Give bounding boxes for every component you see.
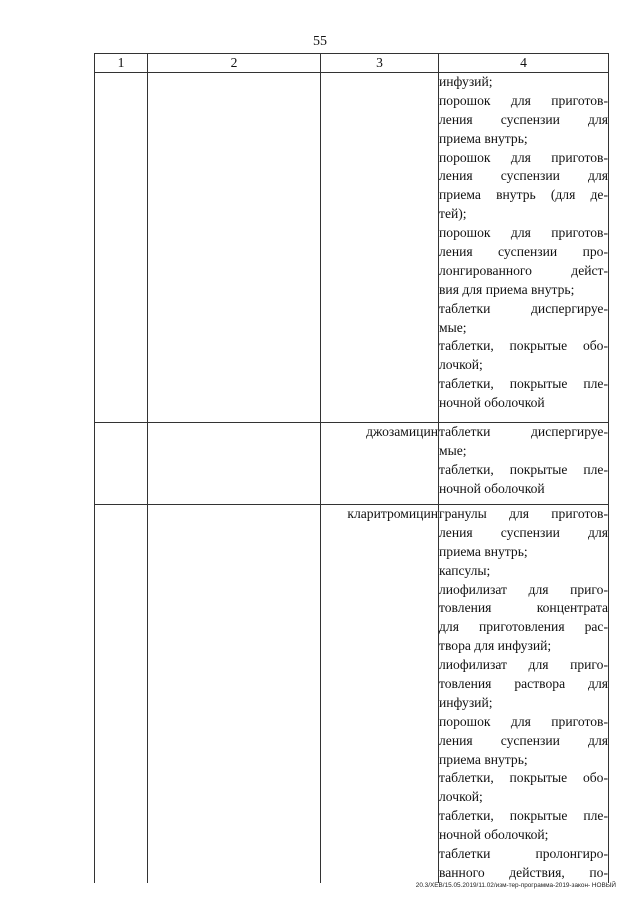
dosage-form-line: таблетки, покрытые пле- <box>439 461 608 477</box>
dosage-form-line: мые; <box>439 442 467 458</box>
table-header-row <box>95 54 609 73</box>
dosage-form-line: таблетки, покрытые пле- <box>439 376 608 392</box>
dosage-form-line: приема внутрь; <box>439 751 528 767</box>
dosage-form-line: ления суспензии про- <box>439 244 608 260</box>
dosage-form-line: лиофилизат для приго- <box>439 657 608 673</box>
code-cell <box>95 423 148 505</box>
group-cell <box>148 73 321 423</box>
dosage-form-line: капсулы; <box>439 562 491 578</box>
code-cell <box>95 505 148 883</box>
column-header-2: 2 <box>148 54 321 73</box>
dosage-form-line: порошок для приготов- <box>439 225 608 241</box>
dosage-form-line: порошок для приготов- <box>439 713 608 729</box>
dosage-form-line: ления суспензии для <box>439 524 608 540</box>
document-footer-note: 20.3/ХЕВ/15.05.2019/11.02/изм-тер-программа-2019-закон- НОВЫЙ <box>415 882 616 889</box>
drug-table <box>94 53 609 883</box>
dosage-form-line: таблетки пролонгиро- <box>439 846 608 862</box>
group-cell <box>148 505 321 883</box>
dosage-form-line: тей); <box>439 206 467 222</box>
page-number: 55 <box>313 34 327 49</box>
dosage-form-line: гранулы для приготов- <box>439 506 608 521</box>
dosage-forms-cell <box>439 505 609 883</box>
dosage-form-line: таблетки, покрытые обо- <box>439 338 608 354</box>
dosage-forms-cell <box>439 73 609 423</box>
drug-name-cell: джозамицин <box>321 423 439 505</box>
group-cell <box>148 423 321 505</box>
table-row <box>95 423 609 505</box>
code-cell <box>95 73 148 423</box>
dosage-form-line: ночной оболочкой; <box>439 827 549 843</box>
dosage-form-line: таблетки, покрытые обо- <box>439 770 608 786</box>
dosage-form-line: для приготовления рас- <box>439 619 608 635</box>
table-row <box>95 73 609 423</box>
dosage-form-line: мые; <box>439 319 467 335</box>
dosage-form-line: ванного действия, по- <box>439 864 608 880</box>
column-header-3: 3 <box>321 54 439 73</box>
dosage-form-line: лонгированного дейст- <box>439 262 608 278</box>
table-row <box>95 505 609 883</box>
dosage-form-line: ночной оболочкой <box>439 480 545 496</box>
dosage-form-line: товления раствора для <box>439 676 608 692</box>
dosage-form-line: приема внутрь; <box>439 130 528 146</box>
dosage-form-line: товления концентрата <box>439 600 608 616</box>
drug-name-cell <box>321 73 439 423</box>
dosage-form-line: инфузий; <box>439 694 493 710</box>
dosage-form-line: порошок для приготов- <box>439 149 608 165</box>
dosage-form-line: ления суспензии для <box>439 168 608 184</box>
dosage-form-line: лочкой; <box>439 357 483 373</box>
dosage-form-line: таблетки диспергируе- <box>439 424 608 439</box>
column-header-1: 1 <box>95 54 148 73</box>
dosage-form-line: лиофилизат для приго- <box>439 581 608 597</box>
dosage-form-line: таблетки диспергируе- <box>439 300 608 316</box>
dosage-form-line: лочкой; <box>439 789 483 805</box>
dosage-form-line: приема внутрь; <box>439 543 528 559</box>
dosage-form-line: таблетки, покрытые пле- <box>439 808 608 824</box>
drug-name-cell: кларитромицин <box>321 505 439 883</box>
dosage-form-line: порошок для приготов- <box>439 92 608 108</box>
dosage-form-line: ления суспензии для <box>439 111 608 127</box>
dosage-form-line: вия для приема внутрь; <box>439 281 575 297</box>
dosage-form-line: приема внутрь (для де- <box>439 187 608 203</box>
dosage-forms-cell <box>439 423 609 505</box>
column-header-4: 4 <box>439 54 609 73</box>
dosage-form-line: ления суспензии для <box>439 732 608 748</box>
dosage-form-line: инфузий; <box>439 74 493 89</box>
dosage-form-line: твора для инфузий; <box>439 638 552 654</box>
dosage-form-line: ночной оболочкой <box>439 395 545 411</box>
